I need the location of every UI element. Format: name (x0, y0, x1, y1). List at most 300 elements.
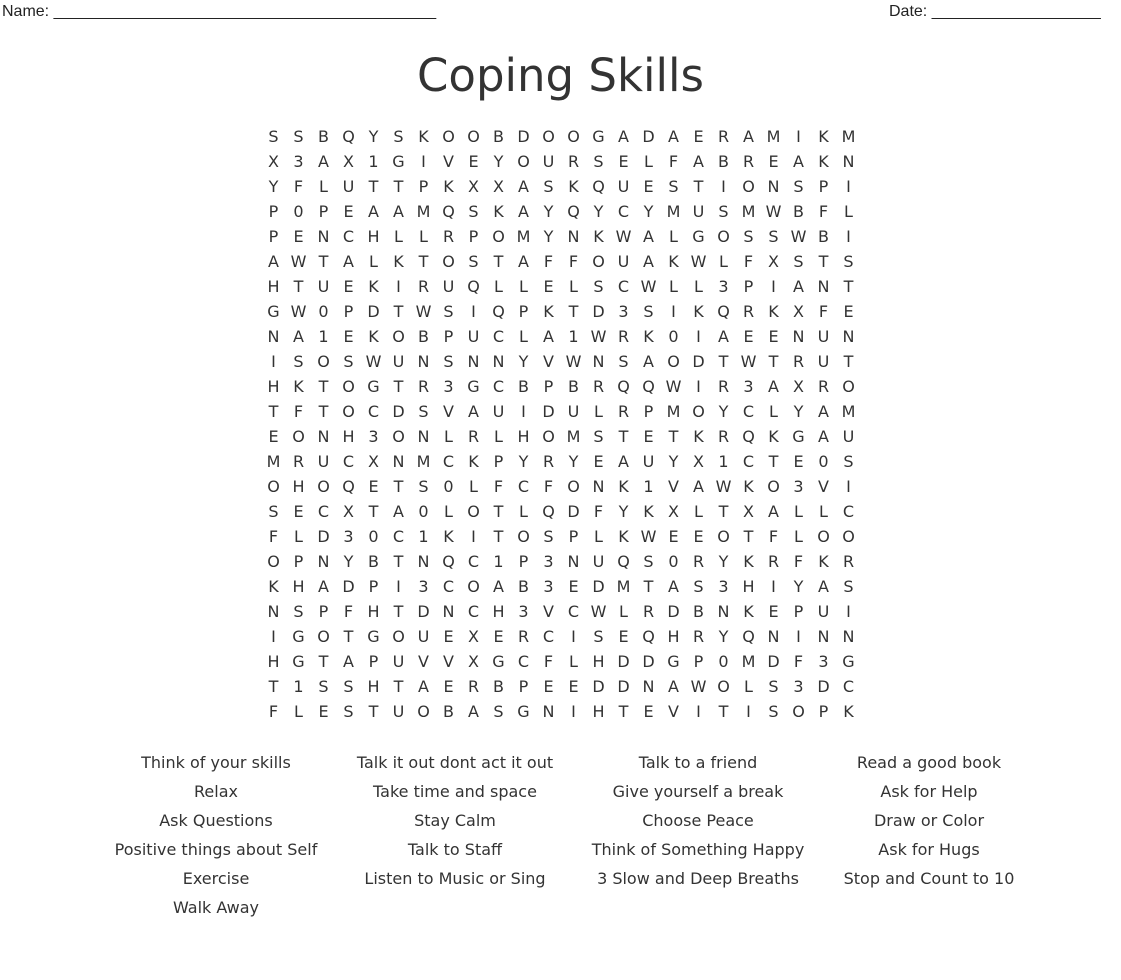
grid-cell[interactable]: G (367, 627, 380, 646)
grid-cell[interactable]: U (817, 327, 830, 346)
grid-cell[interactable]: T (843, 352, 854, 371)
grid-cell[interactable]: F (793, 652, 804, 671)
grid-cell[interactable]: O (592, 252, 605, 271)
grid-cell[interactable]: R (417, 377, 430, 396)
grid-cell[interactable]: N (817, 627, 830, 646)
grid-cell[interactable]: C (367, 402, 380, 421)
grid-cell[interactable]: Y (643, 202, 654, 221)
grid-cell[interactable]: H (367, 602, 380, 621)
grid-cell[interactable]: F (268, 527, 279, 546)
grid-cell[interactable]: U (542, 152, 555, 171)
grid-cell[interactable]: P (818, 177, 829, 196)
grid-cell[interactable]: R (842, 552, 855, 571)
grid-cell[interactable]: X (343, 502, 354, 521)
grid-cell[interactable]: L (669, 277, 678, 296)
grid-cell[interactable]: 3 (368, 427, 379, 446)
grid-cell[interactable]: R (817, 377, 830, 396)
grid-cell[interactable]: H (292, 577, 305, 596)
grid-cell[interactable]: 3 (718, 577, 729, 596)
grid-cell[interactable]: P (818, 702, 829, 721)
grid-cell[interactable]: 3 (343, 527, 354, 546)
grid-cell[interactable]: P (518, 552, 529, 571)
grid-cell[interactable]: D (417, 602, 430, 621)
grid-cell[interactable]: S (618, 352, 629, 371)
grid-cell[interactable]: O (392, 327, 405, 346)
grid-cell[interactable]: N (442, 602, 455, 621)
grid-cell[interactable]: A (493, 577, 504, 596)
grid-cell[interactable]: K (618, 477, 629, 496)
grid-cell[interactable]: A (693, 152, 704, 171)
grid-cell[interactable]: U (842, 427, 855, 446)
grid-cell[interactable]: C (542, 627, 555, 646)
grid-cell[interactable]: C (492, 377, 505, 396)
grid-cell[interactable]: W (740, 352, 757, 371)
grid-cell[interactable]: Q (567, 202, 580, 221)
grid-cell[interactable]: C (467, 602, 480, 621)
grid-cell[interactable]: O (792, 702, 805, 721)
grid-cell[interactable]: 3 (418, 577, 429, 596)
grid-cell[interactable]: T (668, 427, 679, 446)
grid-cell[interactable]: N (267, 327, 280, 346)
grid-cell[interactable]: S (468, 202, 479, 221)
grid-cell[interactable]: N (767, 177, 780, 196)
grid-cell[interactable]: S (268, 502, 279, 521)
grid-cell[interactable]: 1 (293, 677, 304, 696)
grid-cell[interactable]: X (468, 177, 479, 196)
grid-cell[interactable]: A (268, 252, 279, 271)
grid-cell[interactable]: K (768, 427, 779, 446)
grid-cell[interactable]: Y (718, 627, 729, 646)
grid-cell[interactable]: P (743, 277, 754, 296)
grid-cell[interactable]: Y (593, 202, 604, 221)
grid-cell[interactable]: U (317, 452, 330, 471)
grid-cell[interactable]: N (542, 702, 555, 721)
grid-cell[interactable]: P (368, 652, 379, 671)
grid-cell[interactable]: A (768, 377, 779, 396)
grid-cell[interactable]: Y (543, 202, 554, 221)
grid-cell[interactable]: O (717, 527, 730, 546)
grid-cell[interactable]: T (618, 702, 629, 721)
grid-cell[interactable]: W (590, 602, 607, 621)
grid-cell[interactable]: U (417, 627, 430, 646)
grid-cell[interactable]: C (492, 327, 505, 346)
grid-cell[interactable]: W (790, 227, 807, 246)
grid-cell[interactable]: A (518, 177, 529, 196)
grid-cell[interactable]: W (565, 352, 582, 371)
grid-cell[interactable]: K (643, 327, 654, 346)
grid-cell[interactable]: T (418, 252, 429, 271)
grid-cell[interactable]: W (640, 277, 657, 296)
grid-cell[interactable]: M (416, 452, 431, 471)
grid-cell[interactable]: V (443, 652, 454, 671)
grid-cell[interactable]: C (742, 452, 755, 471)
grid-cell[interactable]: O (342, 402, 355, 421)
grid-cell[interactable]: K (743, 602, 754, 621)
grid-cell[interactable]: W (765, 202, 782, 221)
grid-cell[interactable]: I (796, 127, 801, 146)
grid-cell[interactable]: K (818, 552, 829, 571)
grid-cell[interactable]: Y (793, 577, 804, 596)
grid-cell[interactable]: S (343, 702, 354, 721)
grid-cell[interactable]: E (468, 152, 479, 171)
grid-cell[interactable]: K (368, 327, 379, 346)
grid-cell[interactable]: N (592, 477, 605, 496)
grid-cell[interactable]: U (342, 177, 355, 196)
grid-cell[interactable]: D (617, 652, 630, 671)
grid-cell[interactable]: M (266, 452, 281, 471)
grid-cell[interactable]: K (268, 577, 279, 596)
grid-cell[interactable]: N (267, 602, 280, 621)
grid-cell[interactable]: G (467, 377, 480, 396)
grid-cell[interactable]: T (618, 427, 629, 446)
grid-cell[interactable]: O (667, 352, 680, 371)
grid-cell[interactable]: U (317, 277, 330, 296)
grid-cell[interactable]: P (643, 402, 654, 421)
grid-cell[interactable]: R (467, 677, 480, 696)
grid-cell[interactable]: A (368, 202, 379, 221)
grid-cell[interactable]: G (692, 227, 705, 246)
grid-cell[interactable]: S (443, 302, 454, 321)
grid-cell[interactable]: P (443, 327, 454, 346)
grid-cell[interactable]: A (343, 252, 354, 271)
grid-cell[interactable]: E (693, 527, 704, 546)
grid-cell[interactable]: Y (368, 127, 379, 146)
grid-cell[interactable]: S (393, 127, 404, 146)
grid-cell[interactable]: R (717, 377, 730, 396)
grid-cell[interactable]: L (519, 277, 528, 296)
grid-cell[interactable]: R (467, 427, 480, 446)
grid-cell[interactable]: K (618, 527, 629, 546)
grid-cell[interactable]: R (442, 227, 455, 246)
grid-cell[interactable]: D (592, 577, 605, 596)
grid-cell[interactable]: I (721, 177, 726, 196)
grid-cell[interactable]: W (290, 302, 307, 321)
grid-cell[interactable]: G (517, 702, 530, 721)
grid-cell[interactable]: W (640, 527, 657, 546)
grid-cell[interactable]: P (343, 302, 354, 321)
grid-cell[interactable]: B (418, 327, 429, 346)
grid-cell[interactable]: F (818, 302, 829, 321)
grid-cell[interactable]: T (643, 577, 654, 596)
grid-cell[interactable]: Q (467, 277, 480, 296)
grid-cell[interactable]: N (417, 552, 430, 571)
grid-cell[interactable]: E (343, 327, 354, 346)
grid-cell[interactable]: E (543, 277, 554, 296)
grid-cell[interactable]: L (519, 327, 528, 346)
grid-cell[interactable]: S (843, 452, 854, 471)
grid-cell[interactable]: A (793, 277, 804, 296)
grid-cell[interactable]: 0 (293, 202, 304, 221)
grid-cell[interactable]: K (418, 127, 429, 146)
grid-cell[interactable]: A (318, 152, 329, 171)
grid-cell[interactable]: M (516, 227, 531, 246)
grid-cell[interactable]: S (343, 352, 354, 371)
grid-cell[interactable]: T (393, 177, 404, 196)
grid-cell[interactable]: T (818, 252, 829, 271)
grid-cell[interactable]: W (615, 227, 632, 246)
grid-cell[interactable]: N (417, 352, 430, 371)
grid-cell[interactable]: R (292, 452, 305, 471)
grid-cell[interactable]: F (768, 527, 779, 546)
grid-cell[interactable]: T (393, 477, 404, 496)
grid-cell[interactable]: R (542, 452, 555, 471)
grid-cell[interactable]: O (517, 152, 530, 171)
grid-cell[interactable]: B (718, 152, 729, 171)
grid-cell[interactable]: N (767, 627, 780, 646)
grid-cell[interactable]: A (643, 227, 654, 246)
grid-cell[interactable]: S (718, 202, 729, 221)
grid-cell[interactable]: M (416, 202, 431, 221)
grid-cell[interactable]: T (318, 402, 329, 421)
grid-cell[interactable]: T (718, 502, 729, 521)
grid-cell[interactable]: Y (493, 152, 504, 171)
grid-cell[interactable]: S (318, 677, 329, 696)
grid-cell[interactable]: S (768, 702, 779, 721)
grid-cell[interactable]: E (293, 502, 304, 521)
grid-cell[interactable]: Q (742, 427, 755, 446)
grid-cell[interactable]: V (668, 702, 679, 721)
grid-cell[interactable]: N (392, 452, 405, 471)
grid-cell[interactable]: 0 (718, 652, 729, 671)
grid-cell[interactable]: I (271, 627, 276, 646)
grid-cell[interactable]: K (393, 252, 404, 271)
grid-cell[interactable]: P (293, 552, 304, 571)
grid-cell[interactable]: D (817, 677, 830, 696)
grid-cell[interactable]: V (418, 652, 429, 671)
grid-cell[interactable]: C (442, 452, 455, 471)
grid-cell[interactable]: F (543, 252, 554, 271)
grid-cell[interactable]: K (368, 277, 379, 296)
grid-cell[interactable]: L (494, 427, 503, 446)
grid-cell[interactable]: N (317, 552, 330, 571)
grid-cell[interactable]: O (717, 677, 730, 696)
grid-cell[interactable]: I (846, 477, 851, 496)
grid-cell[interactable]: L (594, 402, 603, 421)
grid-cell[interactable]: D (592, 677, 605, 696)
grid-cell[interactable]: T (318, 252, 329, 271)
grid-cell[interactable]: O (267, 477, 280, 496)
grid-cell[interactable]: L (694, 277, 703, 296)
grid-cell[interactable]: Y (543, 227, 554, 246)
grid-cell[interactable]: R (692, 552, 705, 571)
grid-cell[interactable]: A (818, 427, 829, 446)
grid-cell[interactable]: M (741, 202, 756, 221)
grid-cell[interactable]: Y (793, 402, 804, 421)
grid-cell[interactable]: S (793, 252, 804, 271)
grid-cell[interactable]: K (843, 702, 854, 721)
grid-cell[interactable]: U (642, 452, 655, 471)
grid-cell[interactable]: N (567, 227, 580, 246)
grid-cell[interactable]: K (818, 152, 829, 171)
grid-cell[interactable]: X (468, 652, 479, 671)
grid-cell[interactable]: Q (442, 552, 455, 571)
grid-cell[interactable]: R (792, 352, 805, 371)
grid-cell[interactable]: 1 (643, 477, 654, 496)
grid-cell[interactable]: N (592, 352, 605, 371)
grid-cell[interactable]: O (317, 352, 330, 371)
grid-cell[interactable]: P (468, 227, 479, 246)
grid-cell[interactable]: A (668, 577, 679, 596)
grid-cell[interactable]: 1 (418, 527, 429, 546)
grid-cell[interactable]: A (393, 202, 404, 221)
grid-cell[interactable]: G (367, 377, 380, 396)
grid-cell[interactable]: F (793, 552, 804, 571)
grid-cell[interactable]: T (318, 377, 329, 396)
grid-cell[interactable]: L (569, 652, 578, 671)
grid-cell[interactable]: E (668, 527, 679, 546)
grid-cell[interactable]: B (518, 377, 529, 396)
grid-cell[interactable]: O (692, 402, 705, 421)
grid-cell[interactable]: D (692, 352, 705, 371)
grid-cell[interactable]: S (443, 352, 454, 371)
grid-cell[interactable]: S (493, 702, 504, 721)
grid-cell[interactable]: E (768, 602, 779, 621)
grid-cell[interactable]: P (543, 377, 554, 396)
grid-cell[interactable]: G (792, 427, 805, 446)
grid-cell[interactable]: O (467, 577, 480, 596)
grid-cell[interactable]: A (668, 127, 679, 146)
grid-cell[interactable]: T (493, 527, 504, 546)
grid-cell[interactable]: P (793, 602, 804, 621)
grid-cell[interactable]: V (543, 352, 554, 371)
grid-cell[interactable]: P (493, 452, 504, 471)
grid-cell[interactable]: C (567, 602, 580, 621)
grid-cell[interactable]: Y (518, 352, 529, 371)
grid-cell[interactable]: P (418, 177, 429, 196)
grid-cell[interactable]: P (693, 652, 704, 671)
grid-cell[interactable]: U (492, 402, 505, 421)
grid-cell[interactable]: B (493, 127, 504, 146)
grid-cell[interactable]: R (517, 627, 530, 646)
grid-cell[interactable]: P (518, 677, 529, 696)
grid-cell[interactable]: E (443, 627, 454, 646)
grid-cell[interactable]: S (693, 577, 704, 596)
grid-cell[interactable]: E (443, 677, 454, 696)
grid-cell[interactable]: O (317, 627, 330, 646)
grid-cell[interactable]: E (843, 302, 854, 321)
grid-cell[interactable]: I (671, 302, 676, 321)
grid-cell[interactable]: F (818, 202, 829, 221)
grid-cell[interactable]: I (846, 227, 851, 246)
grid-cell[interactable]: E (618, 627, 629, 646)
grid-cell[interactable]: S (543, 527, 554, 546)
grid-cell[interactable]: T (293, 277, 304, 296)
grid-cell[interactable]: X (793, 302, 804, 321)
grid-cell[interactable]: 1 (318, 327, 329, 346)
grid-cell[interactable]: W (715, 477, 732, 496)
grid-cell[interactable]: E (693, 127, 704, 146)
grid-cell[interactable]: M (616, 577, 631, 596)
grid-cell[interactable]: S (293, 127, 304, 146)
grid-cell[interactable]: F (568, 252, 579, 271)
grid-cell[interactable]: R (742, 152, 755, 171)
grid-cell[interactable]: D (317, 527, 330, 546)
grid-cell[interactable]: O (467, 127, 480, 146)
grid-cell[interactable]: W (690, 677, 707, 696)
grid-cell[interactable]: M (741, 652, 756, 671)
grid-cell[interactable]: O (292, 427, 305, 446)
grid-cell[interactable]: U (617, 252, 630, 271)
grid-cell[interactable]: O (342, 377, 355, 396)
grid-cell[interactable]: X (693, 452, 704, 471)
grid-cell[interactable]: C (842, 677, 855, 696)
grid-cell[interactable]: 1 (368, 152, 379, 171)
grid-cell[interactable]: H (267, 277, 280, 296)
grid-cell[interactable]: L (594, 527, 603, 546)
grid-cell[interactable]: N (842, 327, 855, 346)
grid-cell[interactable]: S (643, 302, 654, 321)
grid-cell[interactable]: W (690, 252, 707, 271)
grid-cell[interactable]: Y (268, 177, 279, 196)
grid-cell[interactable]: E (568, 677, 579, 696)
grid-cell[interactable]: F (743, 252, 754, 271)
grid-cell[interactable]: N (842, 627, 855, 646)
grid-cell[interactable]: C (742, 402, 755, 421)
grid-cell[interactable]: G (492, 652, 505, 671)
grid-cell[interactable]: P (268, 227, 279, 246)
grid-cell[interactable]: R (717, 127, 730, 146)
grid-cell[interactable]: B (318, 127, 329, 146)
grid-cell[interactable]: Q (642, 627, 655, 646)
grid-cell[interactable]: T (368, 702, 379, 721)
grid-cell[interactable]: X (743, 502, 754, 521)
grid-cell[interactable]: O (442, 252, 455, 271)
grid-cell[interactable]: U (392, 702, 405, 721)
grid-cell[interactable]: O (842, 377, 855, 396)
grid-cell[interactable]: F (543, 477, 554, 496)
grid-cell[interactable]: V (668, 477, 679, 496)
grid-cell[interactable]: I (746, 702, 751, 721)
grid-cell[interactable]: E (293, 227, 304, 246)
grid-cell[interactable]: D (517, 127, 530, 146)
grid-cell[interactable]: B (443, 702, 454, 721)
grid-cell[interactable]: T (718, 352, 729, 371)
grid-cell[interactable]: H (592, 652, 605, 671)
grid-cell[interactable]: M (566, 427, 581, 446)
grid-cell[interactable]: B (518, 577, 529, 596)
grid-cell[interactable]: L (369, 252, 378, 271)
grid-cell[interactable]: U (692, 202, 705, 221)
grid-cell[interactable]: T (268, 677, 279, 696)
grid-cell[interactable]: C (517, 652, 530, 671)
grid-cell[interactable]: 1 (493, 552, 504, 571)
grid-cell[interactable]: I (421, 152, 426, 171)
grid-cell[interactable]: U (567, 402, 580, 421)
grid-cell[interactable]: T (393, 602, 404, 621)
grid-cell[interactable]: X (493, 177, 504, 196)
grid-cell[interactable]: K (693, 427, 704, 446)
grid-cell[interactable]: M (666, 202, 681, 221)
grid-cell[interactable]: K (743, 552, 754, 571)
grid-cell[interactable]: E (768, 327, 779, 346)
grid-cell[interactable]: O (842, 527, 855, 546)
grid-cell[interactable]: R (742, 302, 755, 321)
grid-cell[interactable]: I (846, 177, 851, 196)
grid-cell[interactable]: O (417, 702, 430, 721)
grid-cell[interactable]: F (593, 502, 604, 521)
grid-cell[interactable]: D (642, 652, 655, 671)
grid-cell[interactable]: A (793, 152, 804, 171)
grid-cell[interactable]: Y (518, 452, 529, 471)
grid-cell[interactable]: L (319, 177, 328, 196)
grid-cell[interactable]: H (742, 577, 755, 596)
grid-cell[interactable]: W (290, 252, 307, 271)
grid-cell[interactable]: 3 (543, 552, 554, 571)
grid-cell[interactable]: E (368, 477, 379, 496)
grid-cell[interactable]: A (818, 402, 829, 421)
grid-cell[interactable]: M (841, 402, 856, 421)
grid-cell[interactable]: K (643, 502, 654, 521)
